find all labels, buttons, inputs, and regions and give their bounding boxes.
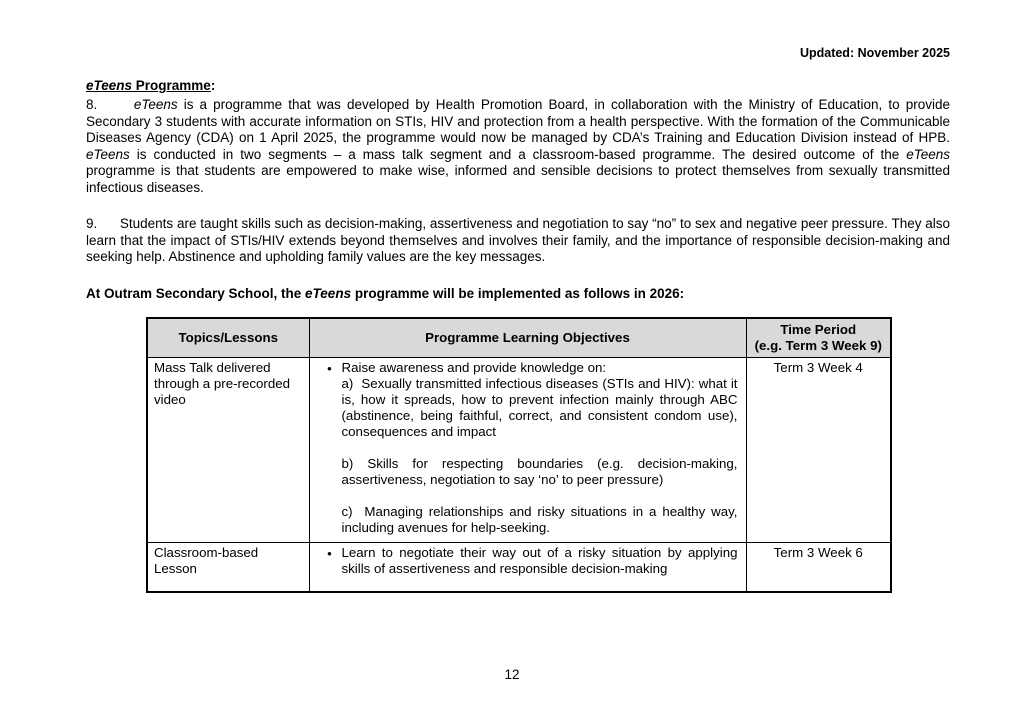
header-time-period-line2: (e.g. Term 3 Week 9) <box>754 337 882 353</box>
implementation-heading: At Outram Secondary School, the eTeens programme will be implemented as follows in 2026: <box>86 285 685 301</box>
header-time-period-line1: Time Period <box>780 321 857 337</box>
bullet-icon: • <box>327 545 332 561</box>
updated-label: Updated: November 2025 <box>799 46 950 60</box>
page-number: 12 <box>504 667 520 682</box>
objective-content: Learn to negotiate their way out of a risky situation by applying skills of assertiveness and responsible decision-making <box>341 544 738 576</box>
document-title: eTeens Programme: <box>86 78 216 93</box>
header-time-period <box>746 318 891 358</box>
objectives-cell-classroom-lesson <box>309 542 746 592</box>
time-period-cell-mass-talk: Term 3 Week 4 <box>746 357 891 542</box>
objective-content <box>342 360 738 536</box>
objective-item-c: c) Managing relationships and risky situations in a healthy way, including avenues for help-seeking. <box>341 503 738 535</box>
objective-bullet-row <box>318 545 738 577</box>
header-learning-objectives: Programme Learning Objectives <box>309 318 746 358</box>
objectives-cell-mass-talk <box>309 357 746 542</box>
time-period-cell-classroom-lesson: Term 3 Week 6 <box>746 542 891 592</box>
topic-cell-classroom-lesson: Classroom-based Lesson <box>147 542 309 592</box>
page-content <box>86 0 950 593</box>
objective-item-a: a) Sexually transmitted infectious diseases (STIs and HIV): what it is, how it spreads, how to prevent infection mainly through ABC (abstinence, being faithful, correct, and consistent condom use), consequences and impact <box>341 375 738 439</box>
paragraph-8: 8. eTeens is a programme that was developed by Health Promotion Board, in collaboration with the Ministry of Education, to provide Secondary 3 students with accurate information on STIs, HIV and protection from a health perspective. With the formation of the Communicable Diseases Agency (CDA) on 1 April 2025, the programme would now be managed by CDA’s Training and Education Division instead of HPB. eTeens is conducted in two segments – a mass talk segment and a classroom-based programme. The desired outcome of the eTeens programme is that students are empowered to make wise, informed and sensible decisions to protect themselves from sexually transmitted infectious diseases. <box>86 97 950 195</box>
table-header-row <box>147 318 891 358</box>
topic-cell-mass-talk: Mass Talk delivered through a pre-recorded video <box>147 357 309 542</box>
objective-lead: Raise awareness and provide knowledge on: <box>341 359 607 375</box>
table-row-mass-talk <box>147 357 891 542</box>
table-row-classroom-lesson <box>147 542 891 592</box>
objective-item-b: b) Skills for respecting boundaries (e.g. decision-making, assertiveness, negotiation to say ‘no’ to peer pressure) <box>341 455 738 487</box>
paragraph-9: 9. Students are taught skills such as decision-making, assertiveness and negotiation to say “no” to sex and negative peer pressure. They also learn that the impact of STIs/HIV extends beyond themselves and involves their family, and the importance of responsible decision-making and seeking help. Abstinence and upholding family values are the key messages. <box>86 216 950 264</box>
bullet-icon: • <box>327 360 332 376</box>
objective-bullet-row <box>318 360 738 536</box>
header-topics-lessons: Topics/Lessons <box>147 318 309 358</box>
programme-table <box>146 317 892 594</box>
